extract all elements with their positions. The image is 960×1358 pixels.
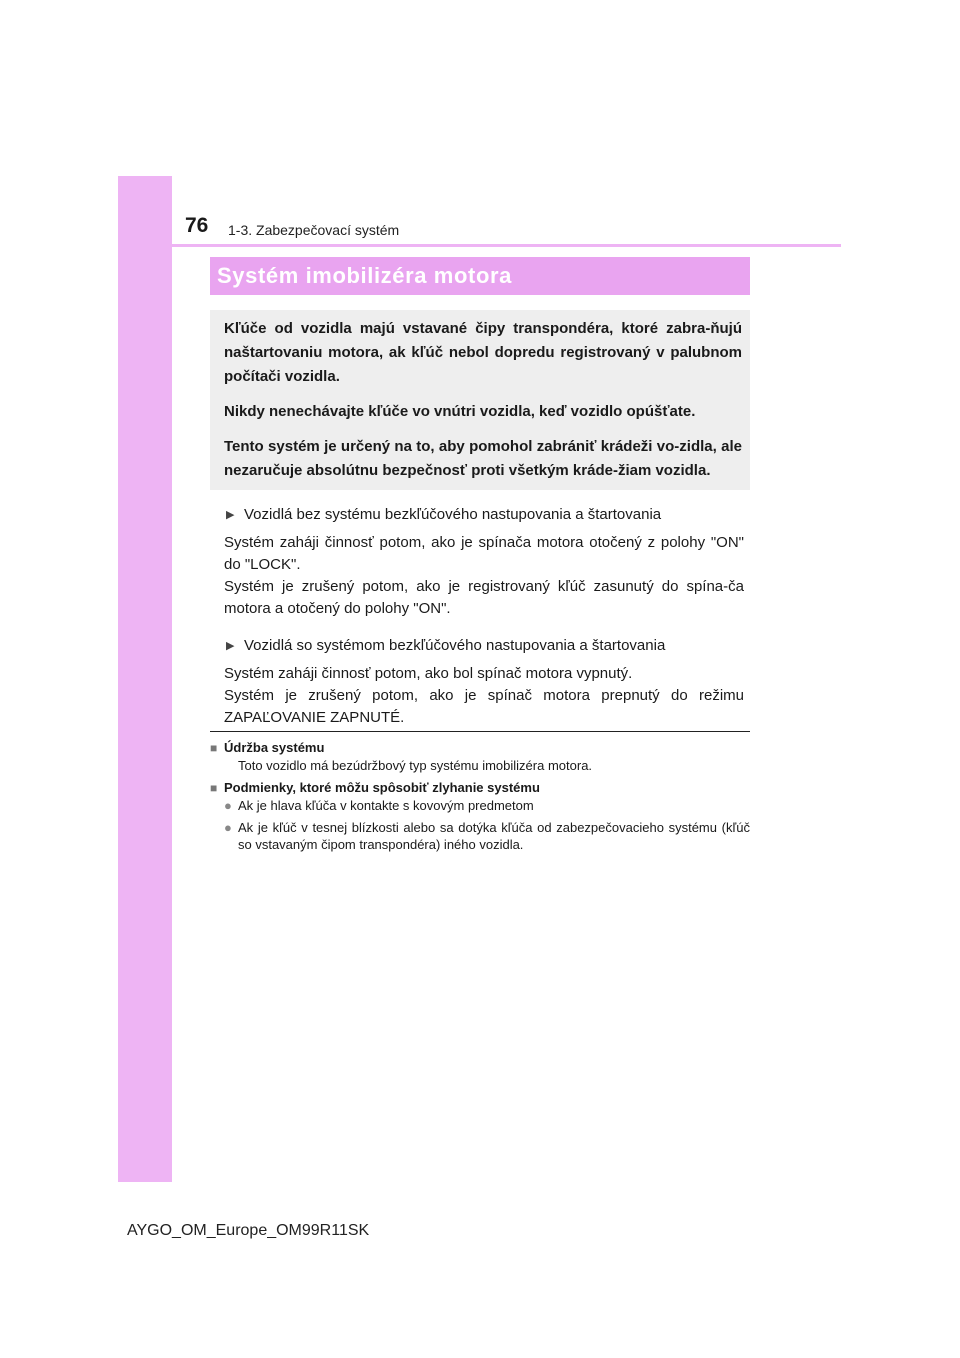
triangle-bullet-icon: ▶ bbox=[226, 509, 235, 521]
subsection-heading-text: Vozidlá so systémom bezkľúčového nastupovania a štartovania bbox=[244, 637, 666, 654]
note-heading-text: Podmienky, ktoré môžu spôsobiť zlyhanie systému bbox=[224, 780, 540, 795]
note-item-text: Ak je kľúč v tesnej blízkosti alebo sa dotýka kľúča od zabezpečovacieho systému (kľúč so vstavaným čipom transpondéra) iného vozidla. bbox=[238, 820, 750, 852]
note-heading bbox=[210, 779, 750, 797]
subsection-heading-text: Vozidlá bez systému bezkľúčového nastupovania a štartovania bbox=[244, 506, 662, 523]
circle-bullet-icon: ● bbox=[224, 798, 232, 813]
header-rule bbox=[172, 244, 841, 247]
body-line: Systém zaháji činnosť potom, ako bol spínač motora vypnutý. bbox=[224, 665, 633, 682]
note-text: Toto vozidlo má bezúdržbový typ systému imobilizéra motora. bbox=[238, 758, 593, 773]
triangle-bullet-icon: ▶ bbox=[226, 640, 235, 652]
section-rule bbox=[210, 731, 750, 732]
intro-box bbox=[210, 310, 750, 490]
body-paragraph bbox=[224, 532, 744, 620]
square-bullet-icon: ■ bbox=[210, 741, 218, 755]
body-line: Systém je zrušený potom, ako je spínač motora prepnutý do režimu ZAPAĽOVANIE ZAPNUTÉ. bbox=[224, 687, 744, 726]
chapter-sidebar-tab bbox=[118, 176, 172, 1182]
intro-paragraph: Tento systém je určený na to, aby pomohol zabrániť krádeži vo-zidla, ale nezaručuje absolútnu bezpečnosť proti všetkým kráde-žiam vozidla. bbox=[224, 438, 742, 479]
note-item-text: Ak je hlava kľúča v kontakte s kovovým predmetom bbox=[238, 798, 534, 813]
subsection-heading bbox=[224, 634, 744, 658]
page-number: 76 bbox=[185, 214, 209, 237]
intro-paragraph: Nikdy nenechávajte kľúče vo vnútri vozidla, keď vozidlo opúšťate. bbox=[224, 403, 696, 420]
note-heading-text: Údržba systému bbox=[224, 740, 325, 755]
circle-bullet-icon: ● bbox=[224, 820, 232, 835]
chapter-label: 1-3. Zabezpečovací systém bbox=[228, 222, 400, 238]
section-title-bar bbox=[210, 257, 750, 295]
note-list-item bbox=[210, 797, 750, 814]
subsection-heading bbox=[224, 503, 744, 527]
body-line: Systém zaháji činnosť potom, ako je spínača motora otočený z polohy "ON" do "LOCK". bbox=[224, 534, 744, 573]
note-heading bbox=[210, 739, 750, 757]
body-paragraph bbox=[224, 663, 744, 729]
body-line: Systém je zrušený potom, ako je registrovaný kľúč zasunutý do spína-ča motora a otočený do polohy "ON". bbox=[224, 578, 744, 617]
square-bullet-icon: ■ bbox=[210, 781, 218, 795]
intro-paragraph: Kľúče od vozidla majú vstavané čipy transpondéra, ktoré zabra-ňujú naštartovaniu motora, ak kľúč nebol dopredu registrovaný v palubnom počítači vozidla. bbox=[224, 320, 742, 385]
main-text bbox=[224, 503, 744, 737]
note-list-item bbox=[210, 819, 750, 853]
document-code-footer: AYGO_OM_Europe_OM99R11SK bbox=[127, 1222, 370, 1239]
section-title: Systém imobilizéra motora bbox=[217, 263, 512, 288]
notes-section bbox=[210, 739, 750, 858]
